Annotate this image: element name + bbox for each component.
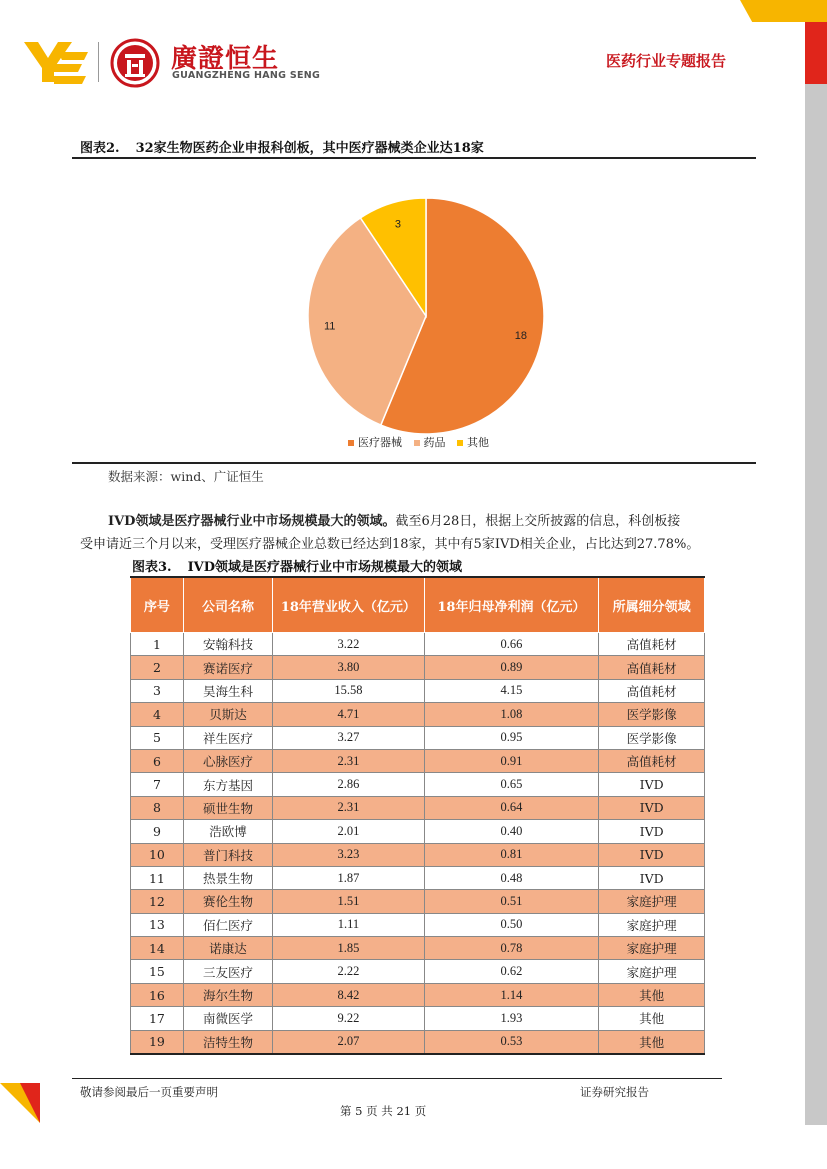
table-body	[131, 633, 705, 1055]
cell-profit: 0.50	[424, 913, 599, 936]
cell-profit: 0.40	[424, 820, 599, 843]
side-accent-bar-red	[805, 22, 827, 84]
cell-company: 普门科技	[183, 843, 272, 866]
cell-revenue: 2.01	[273, 820, 424, 843]
cell-revenue: 3.27	[273, 726, 424, 749]
cell-revenue: 2.07	[273, 1030, 424, 1054]
cell-no: 16	[131, 983, 184, 1006]
pie-label-devices: 18	[514, 329, 528, 342]
pie-chart	[300, 198, 560, 458]
legend-swatch-drugs	[414, 440, 420, 446]
cell-profit: 0.65	[424, 773, 599, 796]
cell-profit: 0.48	[424, 866, 599, 889]
cell-profit: 0.51	[424, 890, 599, 913]
cell-revenue: 8.42	[273, 983, 424, 1006]
cell-revenue: 2.22	[273, 960, 424, 983]
cell-revenue: 9.22	[273, 1007, 424, 1030]
ye-logo-icon	[24, 38, 88, 86]
table-row	[131, 960, 705, 983]
cell-company: 祥生医疗	[183, 726, 272, 749]
figure3-number: 图表3.	[132, 560, 172, 575]
figure2-source: 数据来源：wind、广证恒生	[108, 469, 264, 484]
table-row	[131, 796, 705, 819]
table-row	[131, 820, 705, 843]
legend-label-devices: 医疗器械	[358, 436, 402, 449]
cell-company: 赛诺医疗	[183, 656, 272, 679]
figure3-title-text: IVD领域是医疗器械行业中市场规模最大的领域	[187, 560, 463, 575]
cell-field: 家庭护理	[599, 937, 705, 960]
table-header-row	[131, 577, 705, 633]
cell-revenue: 1.11	[273, 913, 424, 936]
cell-no: 6	[131, 749, 184, 772]
cell-revenue: 2.31	[273, 749, 424, 772]
cell-field: IVD	[599, 773, 705, 796]
cell-revenue: 1.85	[273, 937, 424, 960]
legend-swatch-devices	[348, 440, 354, 446]
cell-revenue: 4.71	[273, 703, 424, 726]
page-number: 第 5 页 共 21 页	[340, 1104, 427, 1118]
side-accent-bar-grey	[805, 84, 827, 1125]
cell-no: 8	[131, 796, 184, 819]
cell-field: 高值耗材	[599, 656, 705, 679]
cell-revenue: 15.58	[273, 679, 424, 702]
cell-company: 赛伦生物	[183, 890, 272, 913]
seal-logo-icon	[110, 38, 160, 88]
cell-field: 家庭护理	[599, 960, 705, 983]
cell-no: 3	[131, 679, 184, 702]
cell-company: 安翰科技	[183, 633, 272, 656]
pie-label-drugs: 11	[323, 320, 336, 333]
cell-company: 南微医学	[183, 1007, 272, 1030]
paragraph-lead: IVD领域是医疗器械行业中市场规模最大的领域。	[108, 514, 396, 529]
table-row	[131, 773, 705, 796]
cell-field: 高值耗材	[599, 633, 705, 656]
figure3-title	[132, 556, 462, 575]
cell-no: 1	[131, 633, 184, 656]
cell-revenue: 3.80	[273, 656, 424, 679]
legend-label-drugs: 药品	[423, 436, 446, 449]
header-profit: 18年归母净利润（亿元）	[424, 577, 599, 633]
cell-no: 19	[131, 1030, 184, 1054]
cell-field: IVD	[599, 866, 705, 889]
table-row	[131, 866, 705, 889]
cell-profit: 0.66	[424, 633, 599, 656]
report-type-title: 医药行业专题报告	[606, 52, 727, 70]
cell-no: 11	[131, 866, 184, 889]
cell-company: 贝斯达	[183, 703, 272, 726]
cell-field: 其他	[599, 1007, 705, 1030]
paragraph-line1-rest: 截至6月28日，根据上交所披露的信息，科创板接	[395, 514, 681, 529]
cell-field: IVD	[599, 843, 705, 866]
paragraph-line-1	[80, 510, 760, 533]
cell-revenue: 1.51	[273, 890, 424, 913]
cell-profit: 0.91	[424, 749, 599, 772]
cell-profit: 0.89	[424, 656, 599, 679]
cell-field: 高值耗材	[599, 749, 705, 772]
cell-profit: 0.53	[424, 1030, 599, 1054]
cell-no: 2	[131, 656, 184, 679]
table-row	[131, 843, 705, 866]
figure2-title	[80, 137, 484, 156]
figure2-number: 图表2.	[80, 141, 120, 156]
table-row	[131, 890, 705, 913]
header-no: 序号	[131, 577, 184, 633]
cell-revenue: 2.86	[273, 773, 424, 796]
legend-swatch-other	[457, 440, 463, 446]
cell-no: 13	[131, 913, 184, 936]
brand-name-en: GUANGZHENG HANG SENG	[172, 70, 321, 81]
cell-no: 10	[131, 843, 184, 866]
paragraph-line-2: 受申请近三个月以来，受理医疗器械企业总数已经达到18家，其中有5家IVD相关企业，占比达到27.78%。	[80, 537, 700, 552]
cell-company: 洁特生物	[183, 1030, 272, 1054]
footer-rule	[72, 1078, 722, 1079]
cell-no: 9	[131, 820, 184, 843]
cell-field: 医学影像	[599, 703, 705, 726]
cell-field: IVD	[599, 820, 705, 843]
cell-no: 17	[131, 1007, 184, 1030]
cell-profit: 1.08	[424, 703, 599, 726]
table-row	[131, 703, 705, 726]
table-row	[131, 679, 705, 702]
cell-field: 高值耗材	[599, 679, 705, 702]
pie-label-other: 3	[394, 218, 401, 231]
table-row	[131, 1030, 705, 1054]
cell-company: 热景生物	[183, 866, 272, 889]
company-table	[130, 576, 705, 1055]
cell-company: 昊海生科	[183, 679, 272, 702]
footer-disclaimer: 敬请参阅最后一页重要声明	[80, 1085, 218, 1099]
logo-divider	[98, 42, 99, 82]
corner-decoration-top	[740, 0, 827, 22]
cell-no: 5	[131, 726, 184, 749]
cell-company: 佰仁医疗	[183, 913, 272, 936]
table-row	[131, 983, 705, 1006]
table-row	[131, 633, 705, 656]
cell-no: 15	[131, 960, 184, 983]
table-row	[131, 726, 705, 749]
cell-no: 4	[131, 703, 184, 726]
figure2-bottom-rule	[72, 462, 756, 464]
cell-field: 其他	[599, 983, 705, 1006]
cell-profit: 0.78	[424, 937, 599, 960]
header-field: 所属细分领域	[599, 577, 705, 633]
cell-revenue: 3.23	[273, 843, 424, 866]
cell-company: 硕世生物	[183, 796, 272, 819]
header-company: 公司名称	[183, 577, 272, 633]
cell-field: 医学影像	[599, 726, 705, 749]
cell-revenue: 3.22	[273, 633, 424, 656]
cell-field: 其他	[599, 1030, 705, 1054]
cell-company: 东方基因	[183, 773, 272, 796]
figure2-top-rule	[72, 157, 756, 159]
table-row	[131, 913, 705, 936]
table-row	[131, 1007, 705, 1030]
cell-profit: 0.81	[424, 843, 599, 866]
cell-profit: 4.15	[424, 679, 599, 702]
cell-revenue: 2.31	[273, 796, 424, 819]
cell-profit: 0.62	[424, 960, 599, 983]
cell-field: 家庭护理	[599, 890, 705, 913]
cell-no: 12	[131, 890, 184, 913]
brand-name-cn: 廣證恒生	[171, 44, 280, 74]
table-row	[131, 937, 705, 960]
cell-company: 三友医疗	[183, 960, 272, 983]
cell-profit: 1.93	[424, 1007, 599, 1030]
cell-field: IVD	[599, 796, 705, 819]
table-row	[131, 656, 705, 679]
cell-profit: 0.64	[424, 796, 599, 819]
footer-report-label: 证券研究报告	[580, 1085, 649, 1099]
cell-no: 14	[131, 937, 184, 960]
cell-profit: 1.14	[424, 983, 599, 1006]
table-row	[131, 749, 705, 772]
cell-company: 浩欧博	[183, 820, 272, 843]
cell-company: 心脉医疗	[183, 749, 272, 772]
figure2-title-text: 32家生物医药企业申报科创板，其中医疗器械类企业达18家	[135, 141, 484, 156]
cell-profit: 0.95	[424, 726, 599, 749]
cell-revenue: 1.87	[273, 866, 424, 889]
legend-label-other: 其他	[467, 436, 489, 449]
cell-company: 诺康达	[183, 937, 272, 960]
header-revenue: 18年营业收入（亿元）	[273, 577, 424, 633]
cell-company: 海尔生物	[183, 983, 272, 1006]
cell-no: 7	[131, 773, 184, 796]
chart-legend	[340, 434, 489, 450]
cell-field: 家庭护理	[599, 913, 705, 936]
